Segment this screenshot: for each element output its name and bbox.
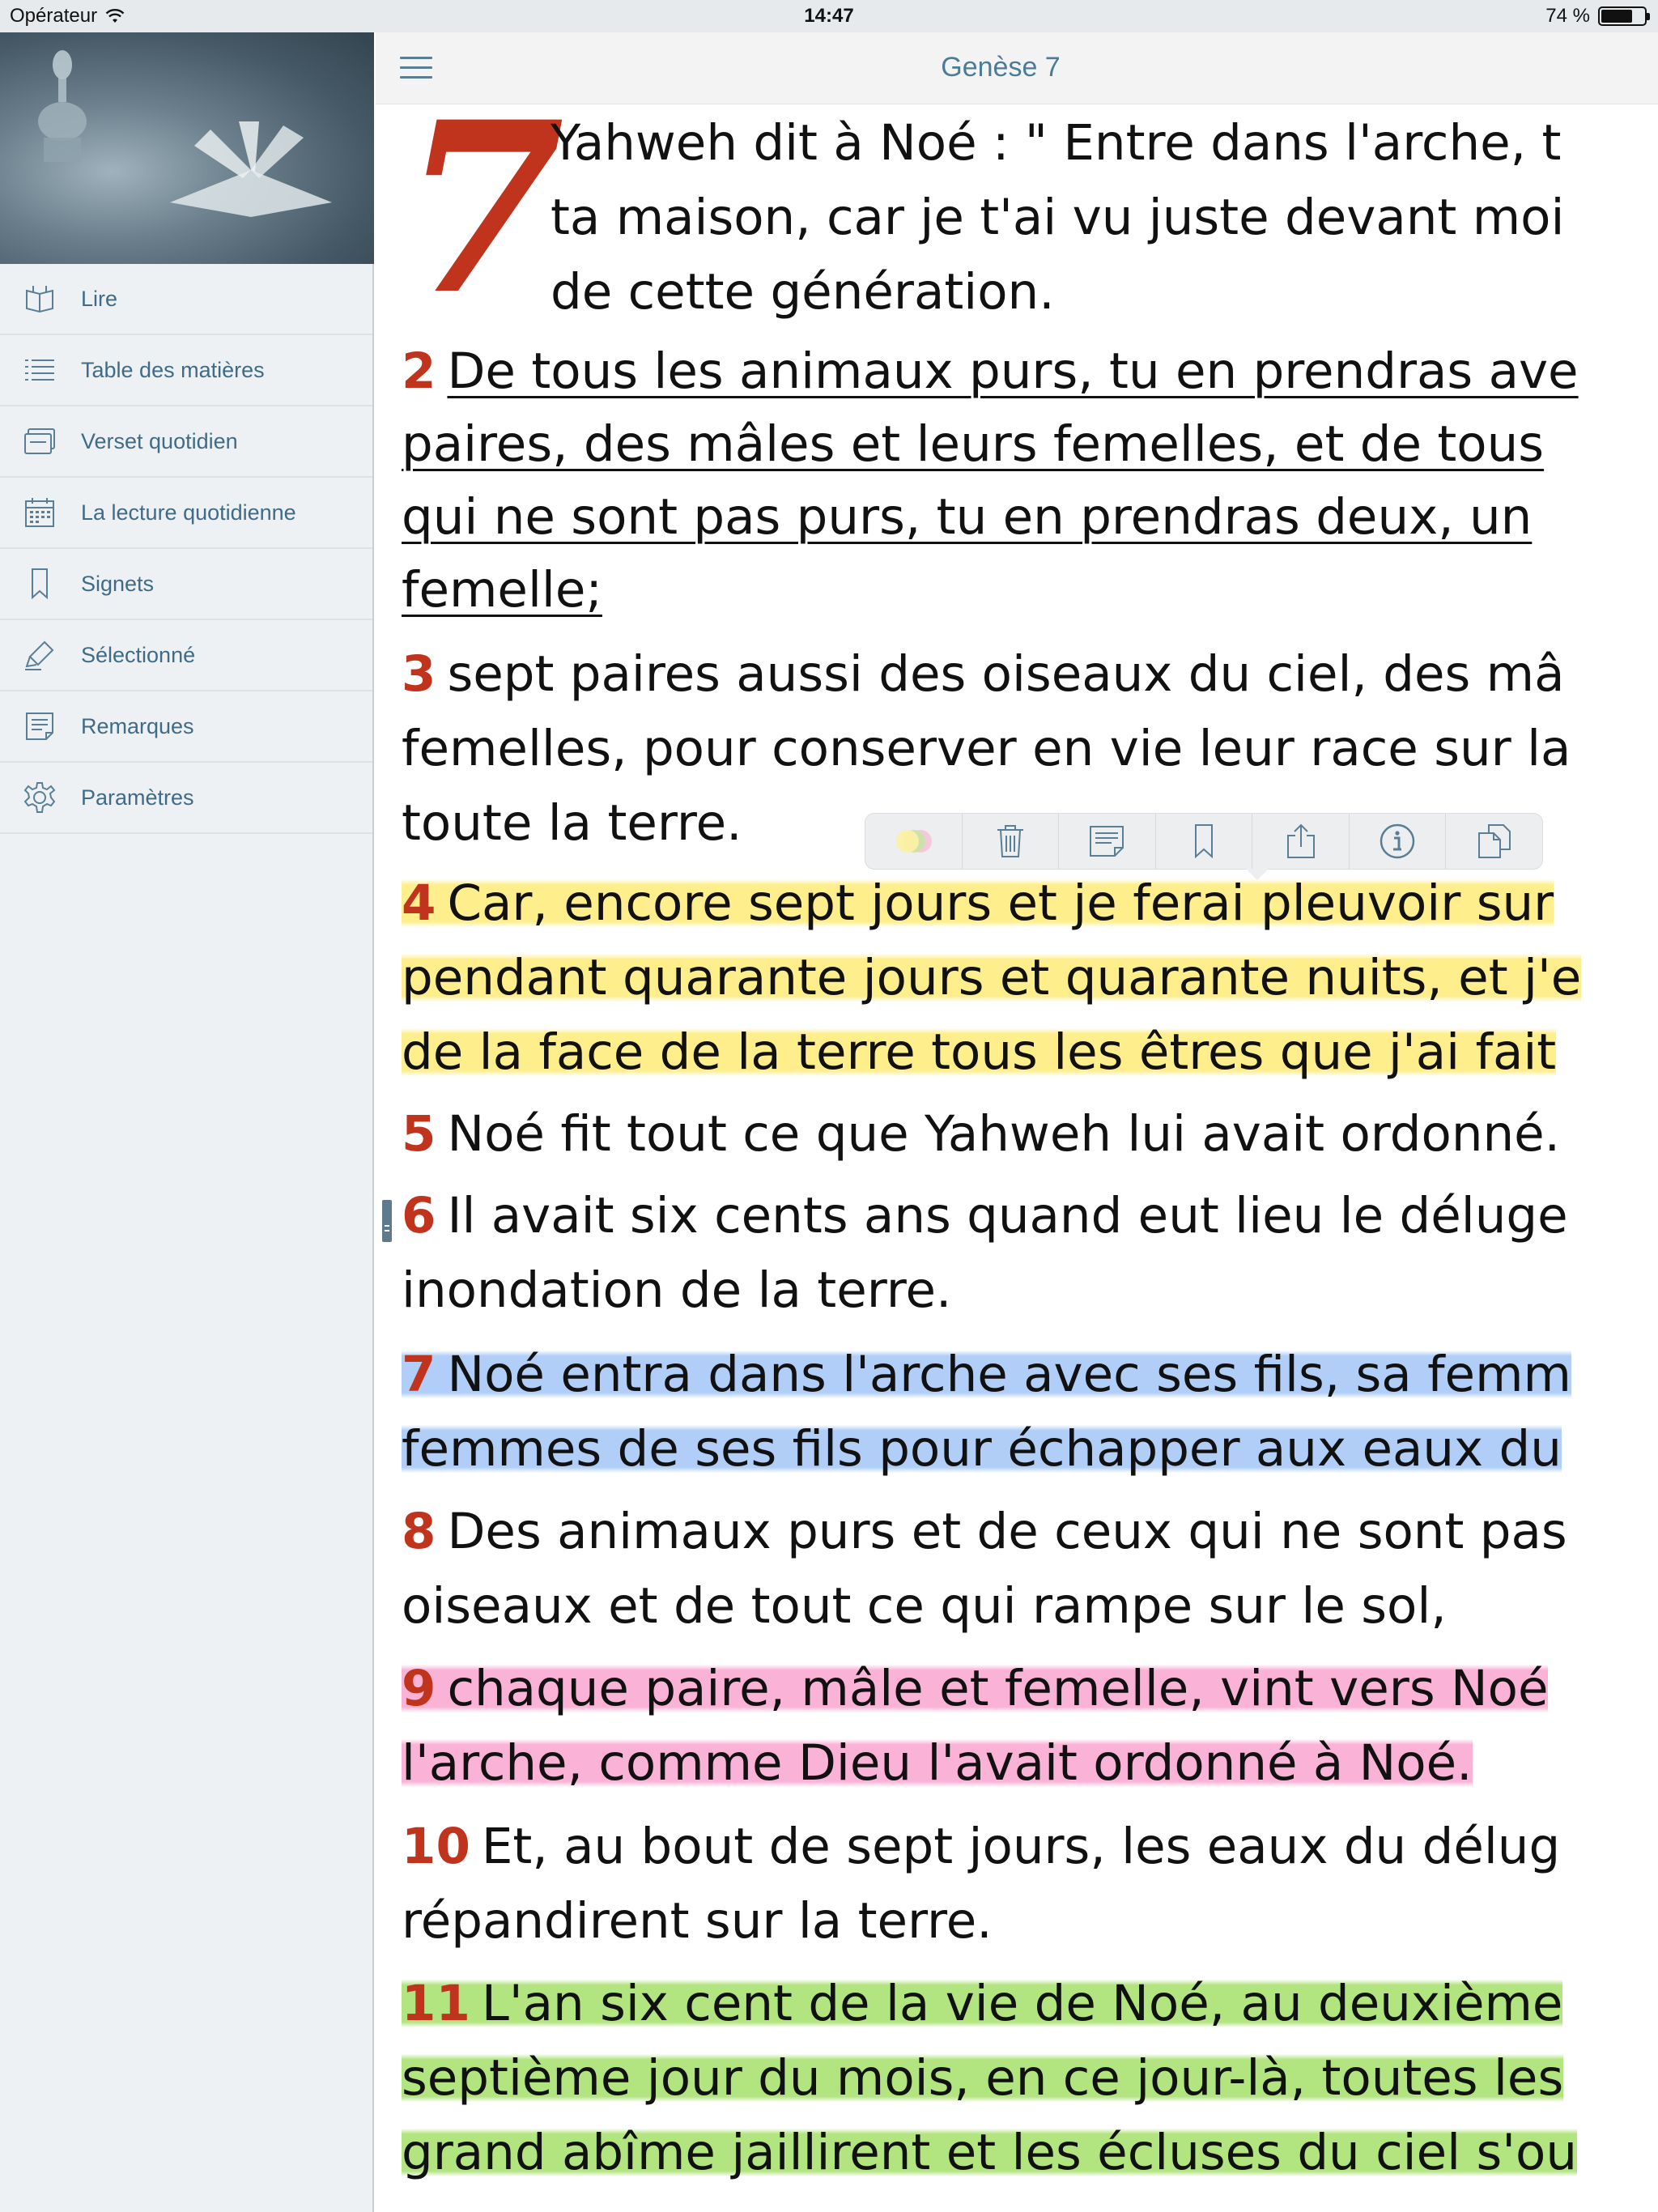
- verse-text: De tous les animaux purs, tu en prendras ave: [447, 342, 1579, 400]
- verse-number: 7: [402, 1346, 436, 1403]
- highlighted-text: [402, 1975, 1562, 2032]
- sidebar-item-label: Table des matières: [81, 357, 265, 382]
- verse-line[interactable]: [402, 1017, 1556, 1088]
- verse-number: 10: [402, 1818, 470, 1875]
- verse-line[interactable]: Yahweh dit à Noé : " Entre dans l'arche, t: [551, 114, 1562, 172]
- note-icon: [23, 709, 57, 743]
- highlighted-text: [402, 1660, 1548, 1717]
- sidebar-item-label: La lecture quotidienne: [81, 500, 296, 525]
- info-button[interactable]: [1350, 814, 1447, 869]
- sidebar-item-label: Signets: [81, 571, 155, 596]
- battery-percent: 74 %: [1545, 5, 1590, 27]
- verse-line[interactable]: répandirent sur la terre.: [402, 1892, 993, 1950]
- carrier-name: Opérateur: [10, 5, 98, 27]
- note-icon: [1089, 825, 1124, 857]
- battery-icon: [1598, 6, 1647, 26]
- share-button[interactable]: [1252, 814, 1350, 869]
- page-title: Genèse 7: [941, 52, 1061, 83]
- open-book-image: [162, 121, 340, 219]
- oil-lamp-image: [34, 49, 91, 170]
- verse-text: Noé entra dans l'arche avec ses fils, sa femm: [447, 1346, 1571, 1403]
- sidebar-item-label: Lire: [81, 286, 118, 311]
- verse-line[interactable]: femelles, pour conserver en vie leur race sur la: [402, 720, 1571, 777]
- status-bar: [0, 0, 1658, 32]
- sidebar-menu: [0, 264, 372, 834]
- sidebar-item-selectionne[interactable]: [0, 620, 372, 691]
- sidebar-item-label: Sélectionné: [81, 642, 196, 667]
- sidebar-header-image: [0, 32, 374, 264]
- verse-line[interactable]: inondation de la terre.: [402, 1261, 952, 1319]
- gear-icon: [23, 781, 57, 815]
- highlighted-text: pendant quarante jours et quarante nuits, et j'e: [402, 949, 1582, 1006]
- sidebar-item-table-des-matieres[interactable]: [0, 335, 372, 406]
- verse-number: 9: [402, 1660, 436, 1717]
- verse-line[interactable]: [402, 1180, 1568, 1252]
- verse-number: 5: [402, 1105, 436, 1163]
- delete-button[interactable]: [963, 814, 1060, 869]
- verse-line[interactable]: [402, 1496, 1567, 1568]
- sidebar-item-signets[interactable]: [0, 549, 372, 620]
- verse-number: 6: [402, 1187, 436, 1244]
- card-icon: [23, 424, 57, 458]
- top-bar: [376, 32, 1658, 104]
- verse-number: 3: [402, 645, 436, 703]
- sidebar-item-lecture-quotidienne[interactable]: [0, 478, 372, 549]
- calendar-icon: [23, 496, 57, 530]
- open-book-icon: [23, 282, 57, 316]
- verse-number: 4: [402, 874, 436, 932]
- highlighted-text: [402, 874, 1554, 932]
- verse-line[interactable]: [402, 2043, 1563, 2114]
- highlighted-text: de la face de la terre tous les êtres que j'ai fait: [402, 1023, 1557, 1081]
- note-marker-icon[interactable]: [380, 1200, 393, 1242]
- verse-line[interactable]: [402, 1414, 1562, 1485]
- verse-line[interactable]: qui ne sont pas purs, tu en prendras deux, un: [402, 488, 1533, 546]
- sidebar-item-remarques[interactable]: [0, 691, 372, 763]
- verse-text: chaque paire, mâle et femelle, vint vers Noé: [447, 1660, 1549, 1717]
- color-picker-button[interactable]: [865, 814, 963, 869]
- trash-icon: [996, 823, 1025, 859]
- add-note-button[interactable]: [1059, 814, 1156, 869]
- verse-number: 11: [402, 1975, 470, 2032]
- bookmark-icon: [1193, 823, 1214, 859]
- info-icon: [1379, 823, 1416, 860]
- verse-line[interactable]: [402, 2117, 1577, 2189]
- sidebar-item-label: Remarques: [81, 713, 194, 738]
- highlighted-text: l'arche, comme Dieu l'avait ordonné à Noé.: [402, 1734, 1473, 1792]
- copy-icon: [1476, 823, 1513, 859]
- share-icon: [1285, 823, 1317, 860]
- verse-line[interactable]: paires, des mâles et leurs femelles, et de tous: [402, 415, 1545, 473]
- verse-line[interactable]: femelle;: [402, 561, 602, 619]
- copy-button[interactable]: [1446, 814, 1542, 869]
- highlighted-text: septième jour du mois, en ce jour-là, toutes les: [402, 2049, 1564, 2107]
- verse-text: Et, au bout de sept jours, les eaux du délug: [481, 1818, 1561, 1875]
- highlighted-text: [402, 1346, 1571, 1403]
- verse-line[interactable]: de cette génération.: [551, 263, 1055, 321]
- verse-line[interactable]: [402, 1339, 1571, 1410]
- list-icon: [23, 353, 57, 387]
- bookmark-button[interactable]: [1156, 814, 1253, 869]
- verse-line[interactable]: [402, 1728, 1473, 1799]
- chapter-dropcap: 7: [402, 104, 565, 347]
- bookmark-icon: [23, 567, 57, 601]
- verse-line[interactable]: [402, 1811, 1560, 1882]
- sidebar-item-lire[interactable]: [0, 264, 372, 335]
- clock: 14:47: [804, 5, 854, 27]
- color-picker-icon: [885, 825, 942, 857]
- verse-text: Des animaux purs et de ceux qui ne sont pas: [447, 1503, 1567, 1560]
- verse-line[interactable]: toute la terre.: [402, 794, 742, 852]
- highlighted-text: grand abîme jaillirent et les écluses du ciel s'ou: [402, 2124, 1577, 2181]
- sidebar-item-parametres[interactable]: [0, 763, 372, 834]
- verse-line[interactable]: [402, 1968, 1562, 2040]
- verse-text: sept paires aussi des oiseaux du ciel, des mâ: [447, 645, 1565, 703]
- verse-line[interactable]: [402, 942, 1581, 1014]
- verse-action-toolbar: [865, 813, 1543, 870]
- battery-status: [1545, 5, 1647, 28]
- verse-line[interactable]: [402, 639, 1565, 710]
- sidebar-item-label: Verset quotidien: [81, 428, 238, 453]
- verse-line[interactable]: [402, 1653, 1548, 1725]
- highlighted-text: femmes de ses fils pour échapper aux eaux du: [402, 1420, 1562, 1478]
- verse-text: Il avait six cents ans quand eut lieu le déluge: [447, 1187, 1568, 1244]
- verse-line[interactable]: oiseaux et de tout ce qui rampe sur le sol,: [402, 1577, 1447, 1635]
- verse-line[interactable]: [402, 1099, 1560, 1170]
- highlighter-icon: [23, 638, 57, 672]
- verse-number: 8: [402, 1503, 436, 1560]
- verse-line[interactable]: [402, 336, 1579, 407]
- verse-line[interactable]: ta maison, car je t'ai vu juste devant moi: [551, 189, 1565, 246]
- sidebar-item-label: Paramètres: [81, 785, 194, 810]
- verse-text: Car, encore sept jours et je ferai pleuvoir sur: [447, 874, 1554, 932]
- verse-number: 2: [402, 342, 436, 400]
- verse-text: L'an six cent de la vie de Noé, au deuxième: [481, 1975, 1563, 2032]
- chapter-text: [402, 104, 1658, 2212]
- sidebar-item-verset-quotidien[interactable]: [0, 406, 372, 478]
- verse-line[interactable]: [402, 868, 1554, 939]
- verse-text: Noé fit tout ce que Yahweh lui avait ordonné.: [447, 1105, 1561, 1163]
- sidebar: [0, 32, 374, 2212]
